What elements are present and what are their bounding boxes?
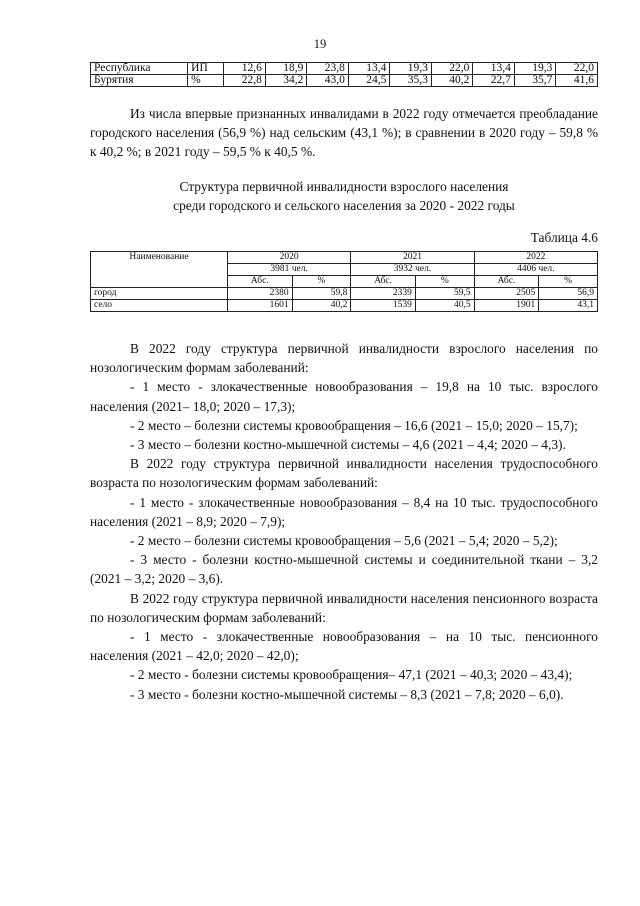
page-number: 19 [313, 37, 327, 51]
year-total: 3932 чел. [351, 264, 474, 276]
table-cell: 19,3 [390, 63, 432, 75]
table-cell: 40,2 [431, 75, 473, 87]
table-row [91, 63, 598, 75]
table-cell: 34,2 [265, 75, 307, 87]
table-cell: 22,7 [473, 75, 515, 87]
disability-structure-table [90, 251, 598, 312]
table-cell: 22,0 [556, 63, 598, 75]
table-cell: ИП [188, 63, 224, 75]
table-cell: 19,3 [514, 63, 556, 75]
table-row [91, 288, 598, 300]
section-title-line-1: Структура первичной инвалидности взрослого населения [179, 179, 509, 194]
sub-header: % [292, 276, 351, 288]
table-cell: 35,3 [390, 75, 432, 87]
year-total: 4406 чел. [474, 264, 597, 276]
list-item: - 2 место – болезни системы кровообращения – 5,6 (2021 – 5,4; 2020 – 5,2); [130, 533, 558, 549]
table-cell: % [188, 75, 224, 87]
table-row [91, 300, 598, 312]
table-cell: 2339 [351, 288, 416, 300]
table-caption: Таблица 4.6 [530, 230, 598, 245]
table-cell: 35,7 [514, 75, 556, 87]
sub-header: Абс. [351, 276, 416, 288]
year-total: 3981 чел. [228, 264, 351, 276]
table-cell: 56,9 [539, 288, 598, 300]
paragraph: В 2022 году структура первичной инвалидности населения трудоспособного возраста по нозологическим формам заболеваний: [90, 456, 598, 491]
table-cell: 41,6 [556, 75, 598, 87]
table-cell: 2380 [228, 288, 293, 300]
list-item: - 3 место – болезни костно-мышечной системы – 4,6 (2021 – 4,4; 2020 – 4,3). [130, 437, 566, 453]
table-cell: 2505 [474, 288, 539, 300]
table-cell: 1539 [351, 300, 416, 312]
table-row [91, 75, 598, 87]
list-item: - 3 место - болезни костно-мышечной системы – 8,3 (2021 – 7,8; 2020 – 6,0). [130, 686, 564, 702]
body-text [90, 339, 598, 704]
sub-header: Абс. [228, 276, 293, 288]
list-item: - 1 место - злокачественные новообразования – 8,4 на 10 тыс. трудоспособного населения (2021 – 8,9; 2020 – 7,9); [90, 494, 598, 529]
table-cell: 59,8 [292, 288, 351, 300]
table-cell: 43,1 [539, 300, 598, 312]
table-cell: 43,0 [307, 75, 349, 87]
table-cell: 1601 [228, 300, 293, 312]
table-cell: 40,5 [415, 300, 474, 312]
table-cell: 59,5 [415, 288, 474, 300]
paragraph: В 2022 году структура первичной инвалидности взрослого населения по нозологическим формам заболеваний: [90, 341, 598, 376]
table-cell: Бурятия [91, 75, 188, 87]
table-cell: 18,9 [265, 63, 307, 75]
table-cell: 13,4 [348, 63, 390, 75]
table-cell: 24,5 [348, 75, 390, 87]
list-item: - 2 место - болезни системы кровообращения– 47,1 (2021 – 40,3; 2020 – 43,4); [130, 667, 573, 683]
table-cell: Республика [91, 63, 188, 75]
paragraph-urban-rural: Из числа впервые признанных инвалидами в 2022 году отмечается преобладание городского населения (56,9 %) над сельским (43,1 %); в сравнении в 2020 году – 59,8 % к 40,2 %; в 2021 году – 59,5 % к 40,5 %. [90, 106, 598, 160]
list-item: - 3 место - болезни костно-мышечной системы и соединительной ткани – 3,2 (2021 – 3,2; 2020 – 3,6). [90, 552, 598, 587]
year-header: 2021 [351, 252, 474, 264]
sub-header: % [415, 276, 474, 288]
list-item: - 2 место – болезни системы кровообращения – 16,6 (2021 – 15,0; 2020 – 15,7); [130, 417, 578, 433]
sub-header: Абс. [474, 276, 539, 288]
year-header: 2022 [474, 252, 597, 264]
table-cell: 23,8 [307, 63, 349, 75]
table-header-row [91, 252, 598, 264]
top-table [90, 62, 598, 87]
paragraph: В 2022 году структура первичной инвалидности населения пенсионного возраста по нозологическим формам заболеваний: [90, 590, 598, 625]
table-cell: 1901 [474, 300, 539, 312]
list-item: - 1 место - злокачественные новообразования – на 10 тыс. пенсионного населения (2021 – 42,0; 2020 – 42,0); [90, 629, 598, 664]
table-cell: 40,2 [292, 300, 351, 312]
table-cell: 12,6 [224, 63, 266, 75]
table-cell: 22,8 [224, 75, 266, 87]
table-cell: 22,0 [431, 63, 473, 75]
table-cell: 13,4 [473, 63, 515, 75]
row-label: город [91, 288, 228, 300]
row-label: село [91, 300, 228, 312]
name-header: Наименование [91, 252, 228, 288]
section-title-line-2: среди городского и сельского населения за 2020 - 2022 годы [173, 198, 515, 213]
sub-header: % [539, 276, 598, 288]
year-header: 2020 [228, 252, 351, 264]
list-item: - 1 место - злокачественные новообразования – 19,8 на 10 тыс. взрослого населения (2021– 18,0; 2020 – 17,3); [90, 379, 598, 414]
